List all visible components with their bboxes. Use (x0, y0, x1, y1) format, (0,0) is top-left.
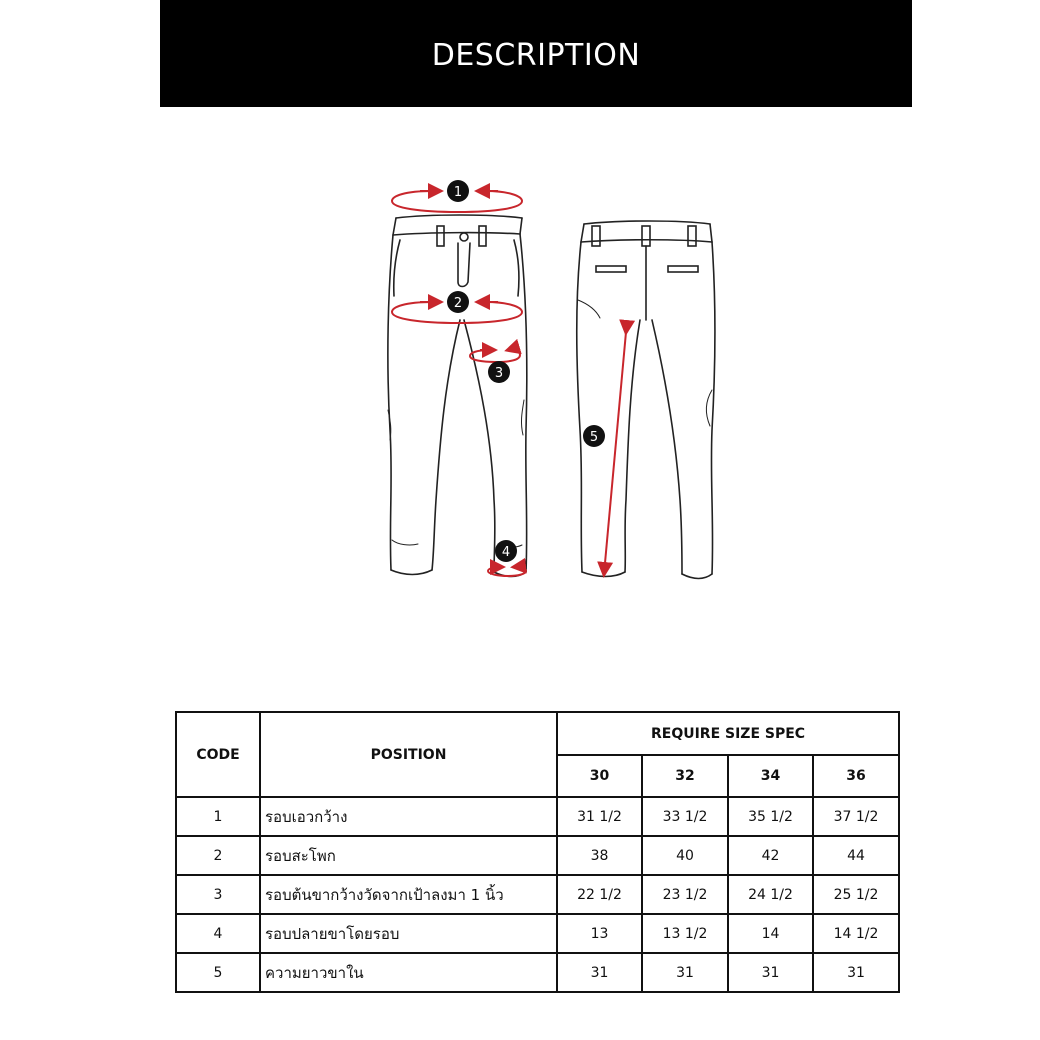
position-header: POSITION (260, 712, 557, 797)
table-row (176, 875, 899, 914)
code-cell: 5 (176, 953, 260, 992)
value-cell: 14 (728, 914, 813, 953)
header-band (160, 0, 912, 107)
marker-3 (488, 361, 510, 383)
value-cell: 44 (813, 836, 899, 875)
code-header: CODE (176, 712, 260, 797)
page-title: DESCRIPTION (431, 38, 641, 73)
table-row (176, 953, 899, 992)
value-cell: 31 (557, 953, 642, 992)
marker-1 (447, 180, 469, 202)
size-header: 36 (813, 755, 899, 797)
value-cell: 31 (728, 953, 813, 992)
size-header: 32 (642, 755, 728, 797)
code-cell: 1 (176, 797, 260, 836)
value-cell: 25 1/2 (813, 875, 899, 914)
require-size-spec-header: REQUIRE SIZE SPEC (557, 712, 899, 755)
svg-text:5: 5 (589, 430, 599, 445)
position-cell: รอบเอวกว้าง (260, 797, 557, 836)
code-cell: 4 (176, 914, 260, 953)
svg-text:3: 3 (494, 366, 504, 381)
pants-measurement-diagram (370, 168, 730, 588)
position-cell: ความยาวขาใน (260, 953, 557, 992)
size-spec-table (175, 711, 900, 993)
position-cell: รอบสะโพก (260, 836, 557, 875)
table-row (176, 797, 899, 836)
value-cell: 35 1/2 (728, 797, 813, 836)
table-row (176, 836, 899, 875)
value-cell: 13 (557, 914, 642, 953)
position-cell: รอบปลายขาโดยรอบ (260, 914, 557, 953)
measurement-guides (392, 191, 626, 576)
value-cell: 38 (557, 836, 642, 875)
svg-text:1: 1 (453, 185, 463, 200)
table-row (176, 914, 899, 953)
value-cell: 23 1/2 (642, 875, 728, 914)
back-pants-sketch (577, 221, 715, 579)
value-cell: 13 1/2 (642, 914, 728, 953)
svg-text:4: 4 (501, 545, 511, 560)
value-cell: 33 1/2 (642, 797, 728, 836)
marker-5 (583, 425, 605, 447)
marker-4 (495, 540, 517, 562)
position-cell: รอบต้นขากว้างวัดจากเป้าลงมา 1 นิ้ว (260, 875, 557, 914)
size-header: 34 (728, 755, 813, 797)
value-cell: 42 (728, 836, 813, 875)
front-pants-sketch (388, 215, 527, 577)
code-cell: 3 (176, 875, 260, 914)
value-cell: 24 1/2 (728, 875, 813, 914)
value-cell: 22 1/2 (557, 875, 642, 914)
value-cell: 14 1/2 (813, 914, 899, 953)
svg-text:2: 2 (453, 296, 463, 311)
size-header: 30 (557, 755, 642, 797)
marker-2 (447, 291, 469, 313)
value-cell: 37 1/2 (813, 797, 899, 836)
value-cell: 31 (813, 953, 899, 992)
value-cell: 40 (642, 836, 728, 875)
code-cell: 2 (176, 836, 260, 875)
value-cell: 31 1/2 (557, 797, 642, 836)
value-cell: 31 (642, 953, 728, 992)
